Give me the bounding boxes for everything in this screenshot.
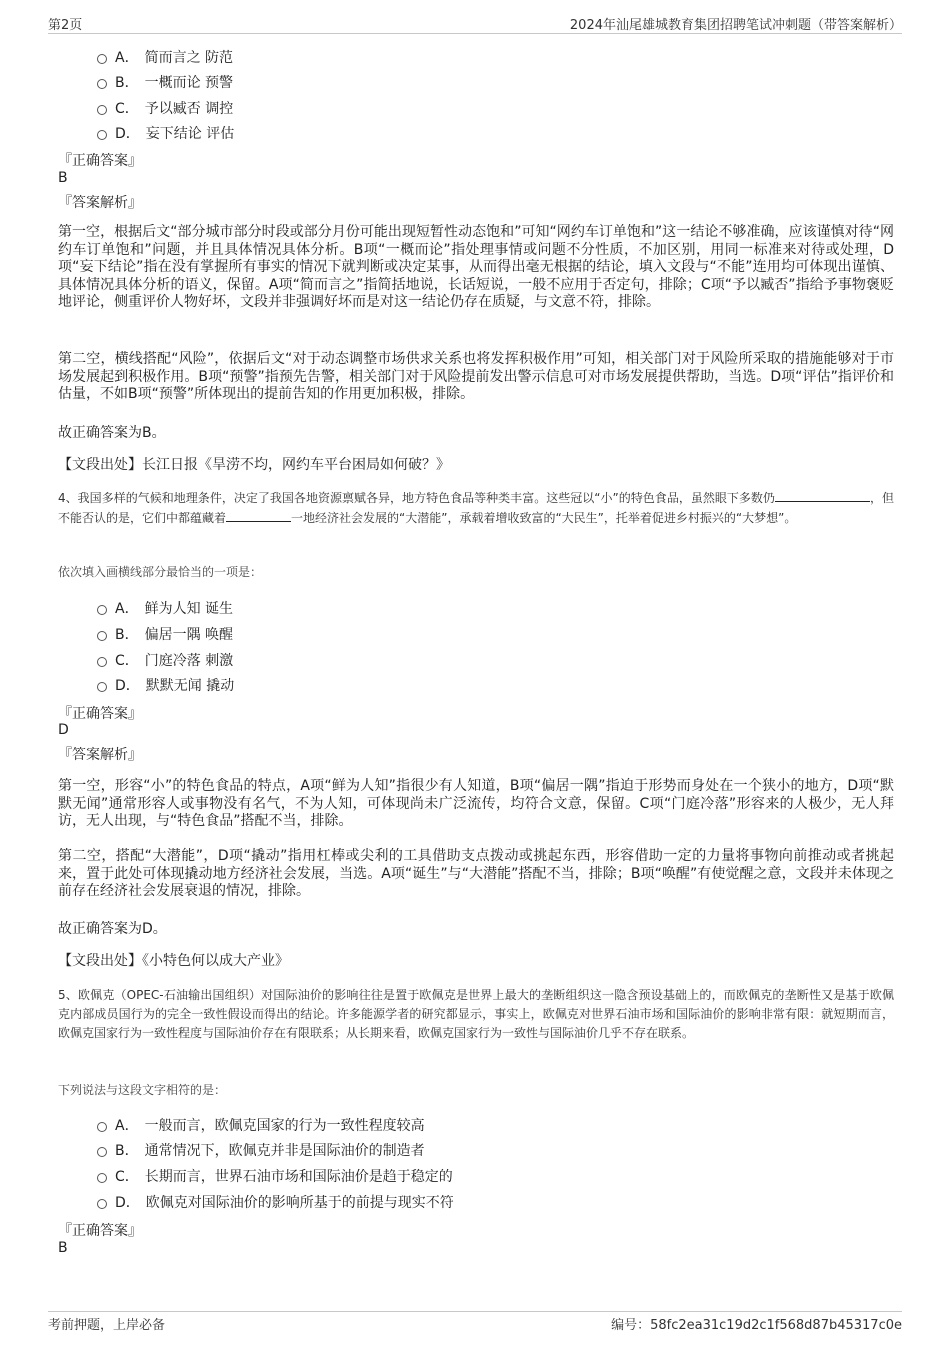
q5-prompt: 下列说法与这段文字相符的是： [58,1083,227,1097]
radio-icon[interactable] [97,1147,107,1157]
radio-icon[interactable] [97,605,107,615]
q3-answer-label: 『正确答案』 [58,153,142,169]
document-code: 编号：58fc2ea31c19d2c1f568d87b45317c0e [611,1318,902,1333]
document-title: 2024年汕尾雄城教育集团招聘笔试冲刺题（带答案解析） [569,18,902,33]
q5-option-d[interactable]: D． 欧佩克对国际油价的影响所基于的前提与现实不符 [97,1192,454,1212]
radio-icon[interactable] [97,657,107,667]
q3-option-c[interactable]: C． 予以臧否 调控 [97,98,233,118]
q3-option-b[interactable]: B． 一概而论 预警 [97,72,233,92]
header-divider [48,33,902,34]
q3-analysis-para-2: 第二空，横线搭配“风险”，依据后文“对于动态调整市场供求关系也将发挥积极作用”可知，相关部门对于风险所采取的措施能够对于市场发展起到积极作用。B项“预警”指预先告警，相关部门对于风险提前发出警示信息可对市场发展提供帮助，当选。D项“评估”指评价和估量，不如B项“预警”所体现出的提前告知的作用更加积极，排除。 [58,351,894,402]
radio-icon[interactable] [97,1173,107,1183]
radio-icon[interactable] [97,631,107,641]
q3-analysis-label: 『答案解析』 [58,195,142,211]
q4-option-d[interactable]: D． 默默无闻 撬动 [97,675,234,695]
q4-conclusion: 故正确答案为D。 [58,921,167,937]
q3-option-a[interactable]: A． 简而言之 防范 [97,47,233,67]
q5-answer-label: 『正确答案』 [58,1223,142,1239]
q5-option-a[interactable]: A． 一般而言，欧佩克国家的行为一致性程度较高 [97,1115,425,1135]
radio-icon[interactable] [97,54,107,64]
radio-icon[interactable] [97,1199,107,1209]
radio-icon[interactable] [97,1122,107,1132]
q3-conclusion: 故正确答案为B。 [58,425,166,441]
q5-option-c[interactable]: C． 长期而言，世界石油市场和国际油价是趋于稳定的 [97,1166,453,1186]
q4-option-a[interactable]: A． 鲜为人知 诞生 [97,598,233,618]
q5-option-b[interactable]: B． 通常情况下，欧佩克并非是国际油价的制造者 [97,1140,425,1160]
q4-analysis-label: 『答案解析』 [58,747,142,763]
q4-prompt: 依次填入画横线部分最恰当的一项是： [58,565,263,579]
q4-option-b[interactable]: B． 偏居一隅 唤醒 [97,624,233,644]
q4-option-c[interactable]: C． 门庭冷落 刺激 [97,650,233,670]
q5-answer: B [58,1240,68,1256]
radio-icon[interactable] [97,79,107,89]
q3-source: 【文段出处】长江日报《旱涝不均，网约车平台困局如何破？》 [58,457,450,473]
fill-blank-2 [226,508,291,522]
page-number: 第2页 [48,18,83,33]
q4-answer-label: 『正确答案』 [58,706,142,722]
q4-analysis-para-2: 第二空，搭配“大潜能”，D项“撬动”指用杠棒或尖利的工具借助支点拨动或挑起东西，形容借助一定的力量将事物向前推动或者挑起来，置于此处可体现撬动地方经济社会发展，当选。A项“诞生”与“大潜能”搭配不当，排除；B项“唤醒”有使觉醒之意，文段并未体现之前存在经济社会发展衰退的情况，排除。 [58,848,894,899]
q4-analysis-para-1: 第一空，形容“小”的特色食品的特点，A项“鲜为人知”指很少有人知道，B项“偏居一隅”指迫于形势而身处在一个狭小的地方，D项“默默无闻”通常形容人或事物没有名气，不为人知，可体现尚未广泛流传，均符合文意，保留。C项“门庭冷落”形容来的人极少，无人拜访，无人出现，与“特色食品”搭配不当，排除。 [58,778,894,829]
q4-source: 【文段出处】《小特色何以成大产业》 [58,953,289,969]
q3-option-d[interactable]: D． 妄下结论 评估 [97,123,234,143]
footer-slogan: 考前押题，上岸必备 [48,1318,166,1333]
page-header [48,14,902,34]
radio-icon[interactable] [97,682,107,692]
radio-icon[interactable] [97,130,107,140]
q3-answer: B [58,170,68,186]
q5-stem: 5、欧佩克（OPEC-石油输出国组织）对国际油价的影响往往是置于欧佩克是世界上最大的垄断组织这一隐含预设基础上的，而欧佩克的垄断性又是基于欧佩克内部成员国行为的完全一致性假设而得出的结论。许多能源学者的研究都显示，事实上，欧佩克对世界石油市场和国际油价的影响非常有限：就短期而言，欧佩克国家行为一致性程度与国际油价存在有限联系；从长期来看，欧佩克国家行为一致性与国际油价几乎不存在联系。 [58,988,894,1040]
q4-answer: D [58,722,69,738]
q3-analysis-para-1: 第一空，根据后文“部分城市部分时段或部分月份可能出现短暂性动态饱和”可知“网约车订单饱和”这一结论不够准确，应该谨慎对待“网约车订单饱和”问题，并且具体情况具体分析。B项“一概而论”指处理事情或问题不分性质，不加区别，用同一标准来对待或处理，D项“妄下结论”指在没有掌握所有事实的情况下就判断或决定某事，从而得出毫无根据的结论，填入文段与“不能”连用均可体现出谨慎、具体情况具体分析的语义，保留。A项“简而言之”指简括地说，长话短说，一般不应用于否定句，排除；C项“予以臧否”指给予事物褒贬地评论，侧重评价人物好坏，文段并非强调好坏而是对这一结论仍存在质疑，与文意不符，排除。 [58,224,894,310]
fill-blank-1 [775,488,870,502]
radio-icon[interactable] [97,105,107,115]
footer-divider [48,1311,902,1312]
q4-stem: 4、我国多样的气候和地理条件，决定了我国各地资源禀赋各异，地方特色食品等种类丰富。这些冠以“小”的特色食品，虽然眼下多数仍 ，但不能否认的是，它们中都蕴藏着 一地经济社会发展的“大潜能”，承载着增收致富的“大民生”，托举着促进乡村振兴的“大梦想”。 [58,488,894,528]
